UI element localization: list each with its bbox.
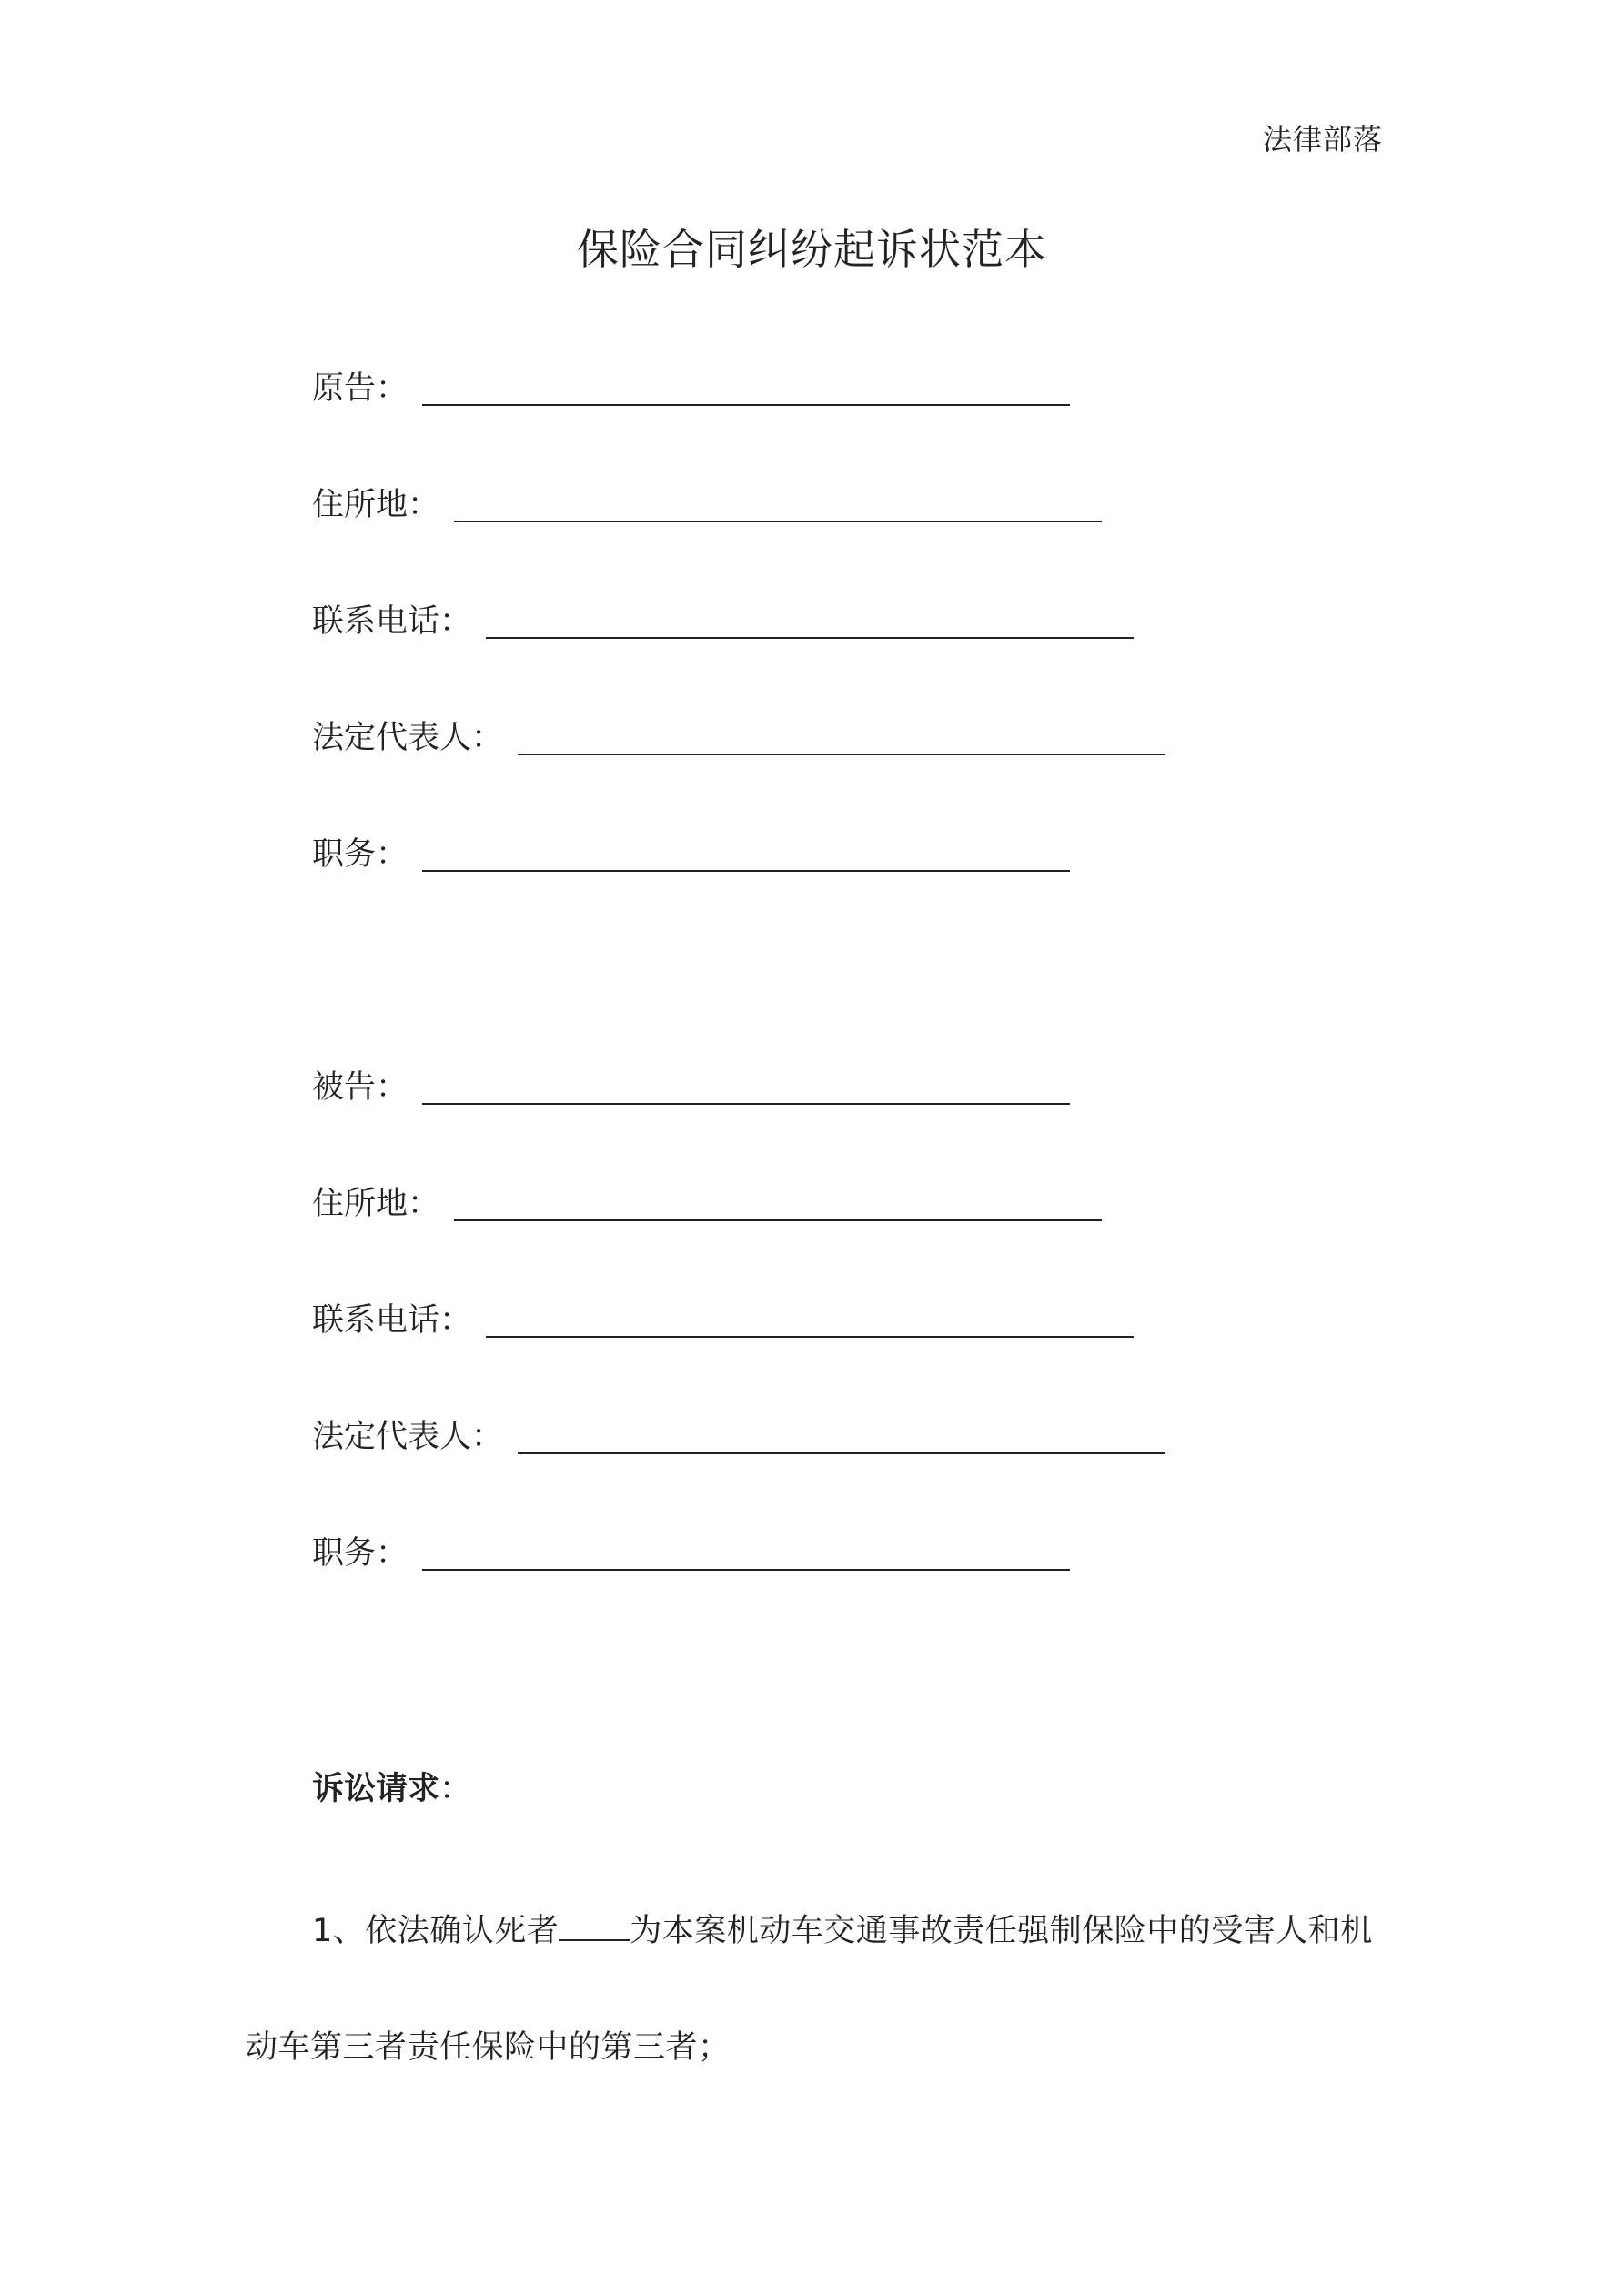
document-title: 保险合同纠纷起诉状范本 [577,225,1047,274]
defendant-position-field [312,1527,1070,1573]
defendant-name-field [312,1061,1070,1107]
claims-heading-colon: ： [439,1771,472,1807]
plaintiff-name-field [312,362,1070,408]
fill-in-line [422,1068,1070,1105]
field-label: 联系电话： [312,1302,472,1339]
claim-item-1 [246,1873,1378,2106]
fill-in-line [454,486,1102,522]
field-label: 职务： [312,836,409,873]
defendant-address-field [312,1178,1102,1223]
field-label: 住所地： [312,1186,440,1222]
defendant-phone-field [312,1294,1134,1340]
plaintiff-phone-field [312,595,1134,641]
claim-item-suffix: 为本案机动车交通事故责任强制保险中的受害人和机动车第三者责任保险中的第三者； [246,1913,1373,2066]
field-label: 住所地： [312,487,440,523]
fill-in-line [454,1185,1102,1221]
plaintiff-position-field [312,828,1070,874]
header-brand: 法律部落 [1262,122,1383,157]
field-label: 联系电话： [312,603,472,640]
claims-heading [312,1764,471,1809]
fill-in-blank [559,1912,630,1941]
field-label: 职务： [312,1535,409,1572]
field-label: 法定代表人： [312,720,504,756]
plaintiff-address-field [312,479,1102,524]
defendant-legal-rep-field [312,1411,1165,1456]
fill-in-line [422,1534,1070,1571]
fill-in-line [486,1301,1134,1338]
fill-in-line [422,835,1070,872]
claim-item-prefix: 1、依法确认死者 [312,1913,560,1949]
field-label: 原告： [312,370,409,407]
fill-in-line [486,602,1134,639]
fill-in-line [518,719,1165,755]
field-label: 被告： [312,1069,409,1106]
plaintiff-legal-rep-field [312,712,1165,757]
fill-in-line [422,369,1070,406]
field-label: 法定代表人： [312,1419,504,1455]
fill-in-line [518,1418,1165,1454]
claims-heading-text: 诉讼请求 [312,1771,440,1807]
